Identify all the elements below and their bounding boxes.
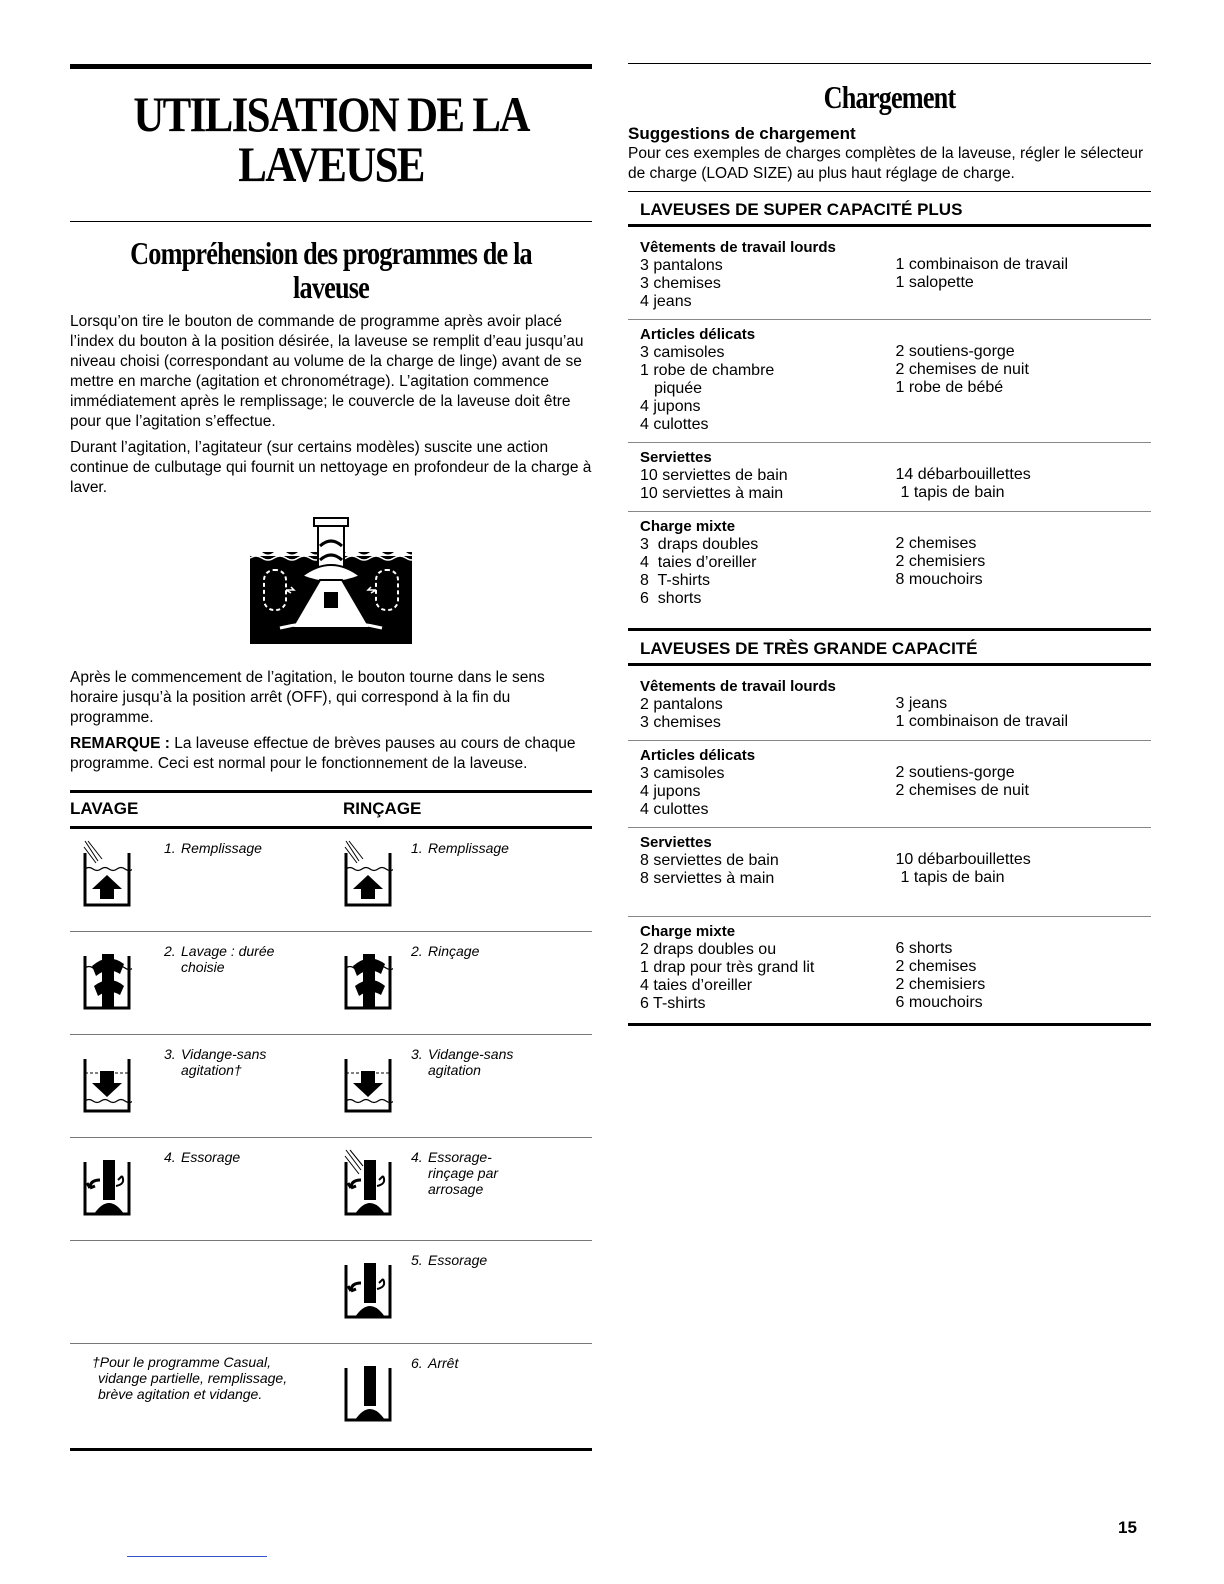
- rinse-step-5: 5. Essorage: [331, 1241, 592, 1343]
- spin-icon: [82, 1148, 132, 1216]
- divider: [70, 221, 592, 222]
- loading-intro: Pour ces exemples de charges complètes de la laveuse, régler le sélecteur de charge (LOAD SIZE) au plus haut réglage de charge.: [628, 145, 1144, 182]
- loading-subtitle: Suggestions de chargement: [628, 124, 856, 143]
- cycle-row-4: [70, 1137, 592, 1240]
- page-number: 15: [1118, 1518, 1137, 1537]
- spray-spin-icon: [343, 1148, 393, 1216]
- left-column: [70, 64, 592, 1451]
- super-capacity-header: LAVEUSES DE SUPER CAPACITÉ PLUS: [628, 192, 1151, 227]
- cycle-row-1: [70, 829, 592, 931]
- top-rule: [628, 63, 1151, 64]
- cycle-row-6: [70, 1343, 592, 1448]
- section-title: Compréhension des programmes de la laveuse: [130, 235, 532, 305]
- drain-icon: [82, 1045, 132, 1113]
- super-group-delicates: Articles délicats 3 camisoles 1 robe de chambre piquée 4 jupons 4 culottes 2 soutiens-gorge 2 chemises de nuit 1 robe de bébé: [628, 320, 1151, 443]
- extra-group-delicates: Articles délicats 3 camisoles 4 jupons 4 culottes 2 soutiens-gorge 2 chemises de nuit: [628, 741, 1151, 828]
- spin-icon: [343, 1251, 393, 1319]
- wash-step-2: 2. Lavage : durée choisie: [70, 932, 331, 1034]
- rinse-step-1: 1. Remplissage: [331, 829, 592, 931]
- wash-header: LAVAGE: [70, 799, 139, 818]
- paragraph-2: Durant l’agitation, l’agitateur (sur certains modèles) suscite une action continue de culbutage qui fournit un nettoyage en profondeur de la charge à laver.: [70, 439, 592, 496]
- extra-capacity-header: LAVEUSES DE TRÈS GRANDE CAPACITÉ: [628, 631, 1151, 666]
- fill-icon: [82, 839, 132, 907]
- extra-group-towels: Serviettes 8 serviettes de bain 8 serviettes à main 10 débarbouillettes 1 tapis de bain: [628, 828, 1151, 917]
- fill-icon: [343, 839, 393, 907]
- extra-group-mixed: Charge mixte 2 draps doubles ou 1 drap pour très grand lit 4 taies d’oreiller 6 T-shirts 6 shorts 2 chemises 2 chemisiers 6 mouchoirs: [640, 923, 986, 1012]
- super-group-mixed: Charge mixte 3 draps doubles 4 taies d’oreiller 8 T-shirts 6 shorts 2 chemises 2 chemisiers 8 mouchoirs: [640, 518, 986, 607]
- agitate-icon: [82, 942, 132, 1010]
- agitate-icon: [343, 942, 393, 1010]
- extra-group-work-clothes: Vêtements de travail lourds 2 pantalons 3 chemises 3 jeans 1 combinaison de travail: [628, 672, 1151, 741]
- agitator-illustration: [250, 516, 412, 644]
- wash-step-1: 1. Remplissage: [70, 829, 331, 931]
- cycle-table-bottom-rule: [70, 1448, 592, 1451]
- paragraph-3: Après le commencement de l’agitation, le bouton tourne dans le sens horaire jusqu’à la position arrêt (OFF), qui correspond à la fin du programme.: [70, 669, 545, 726]
- note: REMARQUE : La laveuse effectue de brèves pauses au cours de chaque programme. Ceci est normal pour le fonctionnement de la laveuse.: [70, 735, 576, 772]
- loading-title: Chargement: [823, 79, 956, 115]
- cycle-row-3: [70, 1034, 592, 1137]
- paragraph-1: Lorsqu’on tire le bouton de commande de programme après avoir placé l’index du bouton à la position désirée, la laveuse se remplit d’eau jusqu’au niveau choisi (correspondant au volume de la charge de linge) avant de se mettre en marche (agitation et chronométrage). L’agitation commence immédiatement après le remplissage; le couvercle de la laveuse doit être pour que l’agitation s’effectue.: [70, 313, 584, 430]
- wash-step-4: 4. Essorage: [70, 1138, 331, 1240]
- rinse-step-6: 6. Arrêt: [331, 1344, 592, 1448]
- drain-icon: [343, 1045, 393, 1113]
- footnote: †Pour le programme Casual, vidange partielle, remplissage, brève agitation et vidange.: [92, 1354, 288, 1402]
- top-rule: [70, 64, 592, 69]
- wash-step-empty: [70, 1241, 331, 1343]
- rinse-step-3: 3. Vidange-sans agitation: [331, 1035, 592, 1137]
- loading-bottom-rule: [628, 1023, 1151, 1026]
- super-group-towels: Serviettes 10 serviettes de bain 10 serviettes à main 14 débarbouillettes 1 tapis de bain: [628, 443, 1151, 512]
- rinse-step-2: 2. Rinçage: [331, 932, 592, 1034]
- cycle-table-header: [70, 793, 592, 826]
- link-underline: [127, 1556, 267, 1557]
- super-group-work-clothes: Vêtements de travail lourds 3 pantalons 3 chemises 4 jeans 1 combinaison de travail 1 salopette: [628, 233, 1151, 320]
- cycle-row-2: [70, 931, 592, 1034]
- rinse-header: RINÇAGE: [343, 799, 422, 818]
- page-title: UTILISATION DE LA LAVEUSE: [133, 86, 529, 192]
- rinse-step-4: 4. Essorage- rinçage par arrosage: [331, 1138, 592, 1240]
- cycle-row-5: [70, 1240, 592, 1343]
- right-column: [628, 63, 1151, 1026]
- stop-icon: [343, 1354, 393, 1422]
- wash-step-3: 3. Vidange-sans agitation†: [70, 1035, 331, 1137]
